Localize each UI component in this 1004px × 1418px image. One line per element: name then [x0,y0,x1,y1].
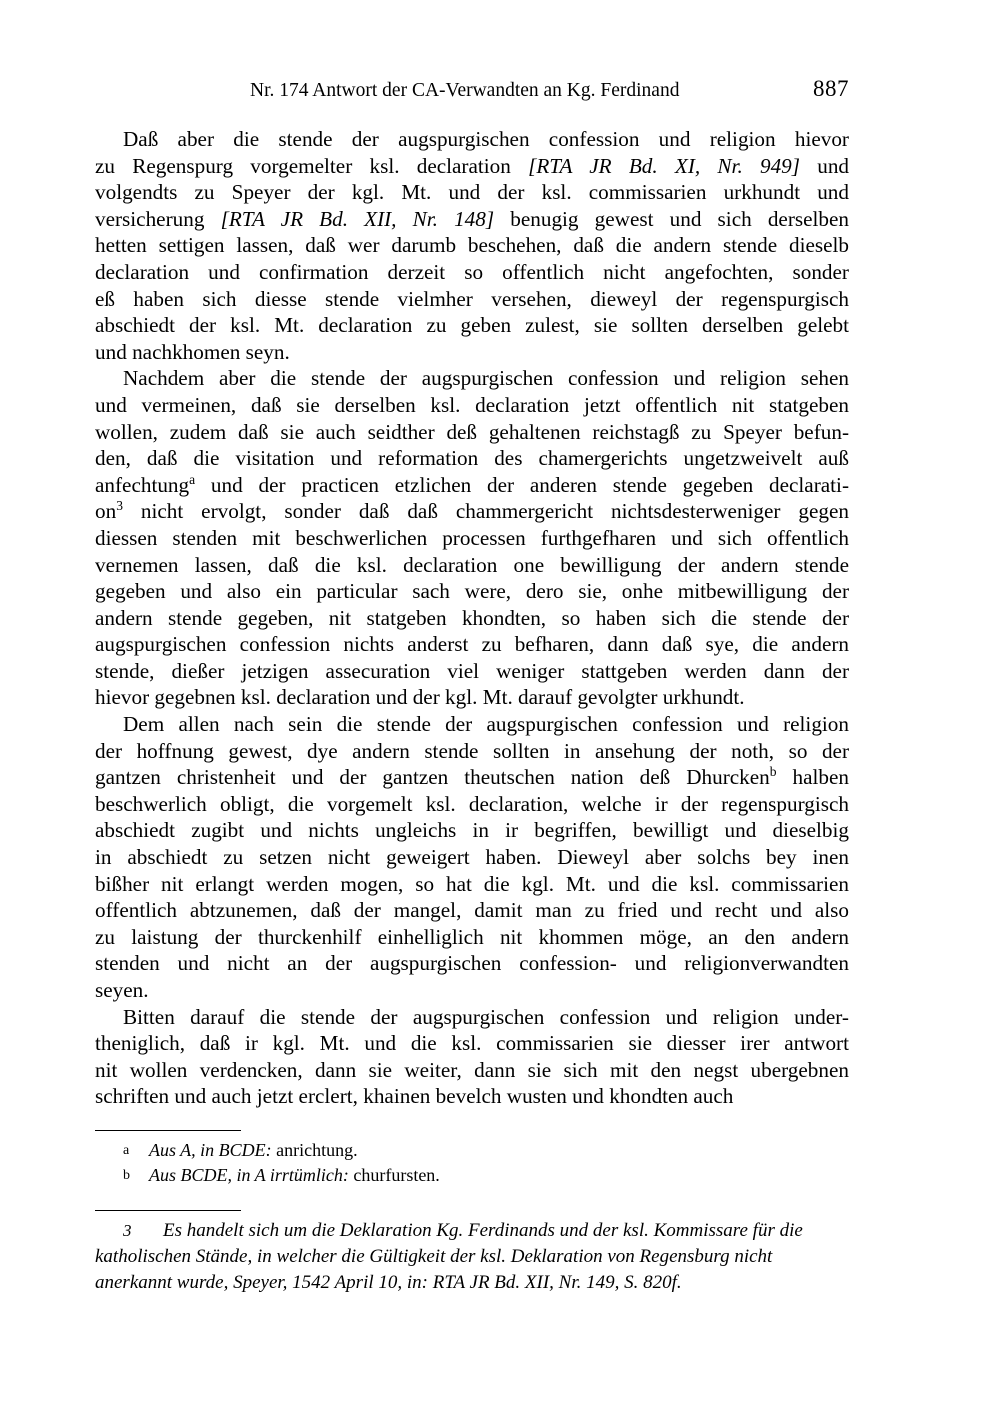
running-head-title: Nr. 174 Antwort der CA-Verwandten an Kg. Ferdinand [250,80,680,101]
text-line: beschwerlich obligt, die vorgemelt ksl. declaration, welche ir der regenspurgisch [95,791,849,816]
text-line: augspurgischen confession nichts anderst zu befharen, dann daß sye, die andern [95,632,849,657]
text-line: diessen stenden mit beschwerlichen processen furthgefharen und sich offentlich [95,525,849,550]
text-line: andern stende gegeben, nit statgeben khondten, so haben sich die stende der [95,605,849,630]
page-content [95,0,849,1296]
body-text [95,126,849,1110]
running-head [95,78,849,112]
apparatus-sigil: a [123,1142,130,1158]
footnote-line-text: katholischen Stände, in welcher die Gültigkeit der ksl. Deklaration von Regensburg nicht [95,1245,773,1267]
paragraph-2 [95,365,849,711]
text-line: stenden und nicht an der augspurgischen confession- und religionverwandten [95,951,849,976]
text-line: $on^3$ nicht ervolgt, sonder daß daß chammergericht nichtsdesterweniger gegen [95,498,849,524]
apparatus-rule [95,1130,241,1131]
text-line: schriften und auch jetzt erclert, khainen bevelch wusten und khondten auch [95,1084,734,1109]
footnote-number: 3 [123,1220,132,1240]
text-line: wollen, zudem daß sie auch seidther deß gehaltenen reichstagß zu Speyer befun- [95,419,849,444]
text-line: hetten settigen lassen, daß wer darumb beschehen, daß die andern stende dieselb [95,233,849,258]
apparatus-ref-b: b [769,764,777,780]
footnote-ref-3: 3 [116,498,123,514]
footnote-3 [95,1218,849,1296]
apparatus-note [95,1163,849,1188]
apparatus-lemma: Aus A, in BCDE: [149,1139,272,1160]
text-line: abschiedt zugibt und nichts ungleichs in ir begriffen, bewilligt und dieselbig [95,818,849,843]
text-line: hievor gegebnen ksl. declaration und der kgl. Mt. darauf gevolgter urkhundt. [95,685,745,710]
footnote-line-text: Es handelt sich um die Deklaration Kg. Ferdinands und der ksl. Kommissare für die [163,1219,803,1241]
text-line: gegeben und also ein particular sach were, dero sie, onhe mitbewilligung der [95,579,849,604]
text-line: versicherung [RTA JR Bd. XII, Nr. 148] benugig gewest und sich derselben [95,206,850,231]
footnote-block [95,1210,849,1296]
apparatus-note-text [149,1138,358,1163]
paragraph-1 [95,126,849,365]
text-line: vernemen lassen, daß die ksl. declaration one bewilligung der andern stende [95,552,849,577]
text-line: seyen. [95,978,149,1002]
text-line: bißher nit erlangt werden mogen, so hat die kgl. Mt. und die ksl. commissarien [95,871,849,896]
apparatus-note-text [149,1163,440,1188]
text-line: und nachkhomen seyn. [95,339,290,364]
text-line: stende, dießer jetzigen assecuration viel weniger stattgeben werden dann der [95,658,849,683]
apparatus-reading: churfursten. [353,1164,440,1185]
text-line: anfechtung$^a$ und der practicen etzlichen der anderen stende gegeben declarati- [95,471,849,497]
text-line: Dem allen nach sein die stende der augspurgischen confession und religion [123,712,849,737]
paragraph-4 [95,1004,849,1110]
text-line: Bitten darauf die stende der augspurgischen confession und religion under- [123,1004,849,1029]
apparatus-reading: anrichtung. [276,1139,358,1160]
footnote-line [95,1218,849,1244]
text-line: der hoffnung gewest, dye andern stende sollten in ansehung der noth, so der [95,738,849,763]
apparatus-block [95,1130,849,1188]
apparatus-note [95,1138,849,1163]
apparatus-sigil: b [123,1167,130,1183]
text-line: theniglich, daß ir kgl. Mt. und die ksl. commissarien sie diesser irer antwort [95,1031,849,1056]
text-line: gantzen christenheit und der gantzen theutschen nation deß Dhurcken$^b$ halben [95,764,849,790]
apparatus-ref-a: a [189,471,196,487]
text-line: offentlich abtzunemen, daß der mangel, damit man zu fried und recht und also [95,898,849,923]
text-line: zu Regenspurg vorgemelter ksl. declaration [RTA JR Bd. XI, Nr. 949] und [95,153,850,178]
text-line: zu laistung der thurckenhilf einhelliglich nit khommen möge, an den andern [95,924,849,949]
text-line: abschiedt der ksl. Mt. declaration zu geben zulest, sie sollten derselben gelebt [95,313,849,338]
text-line: Nachdem aber die stende der augspurgischen confession und religion sehen [123,366,849,391]
text-line: nit wollen verdencken, dann sie weiter, dann sie sich mit den negst ubergebnen [95,1057,849,1082]
footnote-line [95,1244,849,1270]
text-line: den, daß die visitation und reformation des chamergerichts ungetzweivelt auß [95,446,849,471]
footnote-line-text: anerkannt wurde, Speyer, 1542 April 10, in: RTA JR Bd. XII, Nr. 149, S. 820f. [95,1271,682,1293]
apparatus-lemma: Aus BCDE, in A irrtümlich: [149,1164,349,1185]
footnote-rule [95,1210,241,1211]
text-line: declaration und confirmation derzeit so offentlich nicht angefochten, sonder [95,259,849,284]
page-number: 887 [813,76,849,101]
footnote-line [95,1270,849,1296]
text-line: und vermeinen, daß sie derselben ksl. declaration jetzt offentlich nit statgeben [95,392,849,417]
text-line: Daß aber die stende der augspurgischen confession und religion hievor [123,127,849,151]
text-line: in abschiedt zu setzen nicht geweigert haben. Dieweyl aber solchs bey inen [95,845,849,870]
text-line: eß haben sich diesse stende vielmher versehen, dieweyl der regenspurgisch [95,286,849,311]
paragraph-3 [95,711,849,1004]
text-line: volgendts zu Speyer der kgl. Mt. und der ksl. commissarien urkhundt und [95,180,849,205]
